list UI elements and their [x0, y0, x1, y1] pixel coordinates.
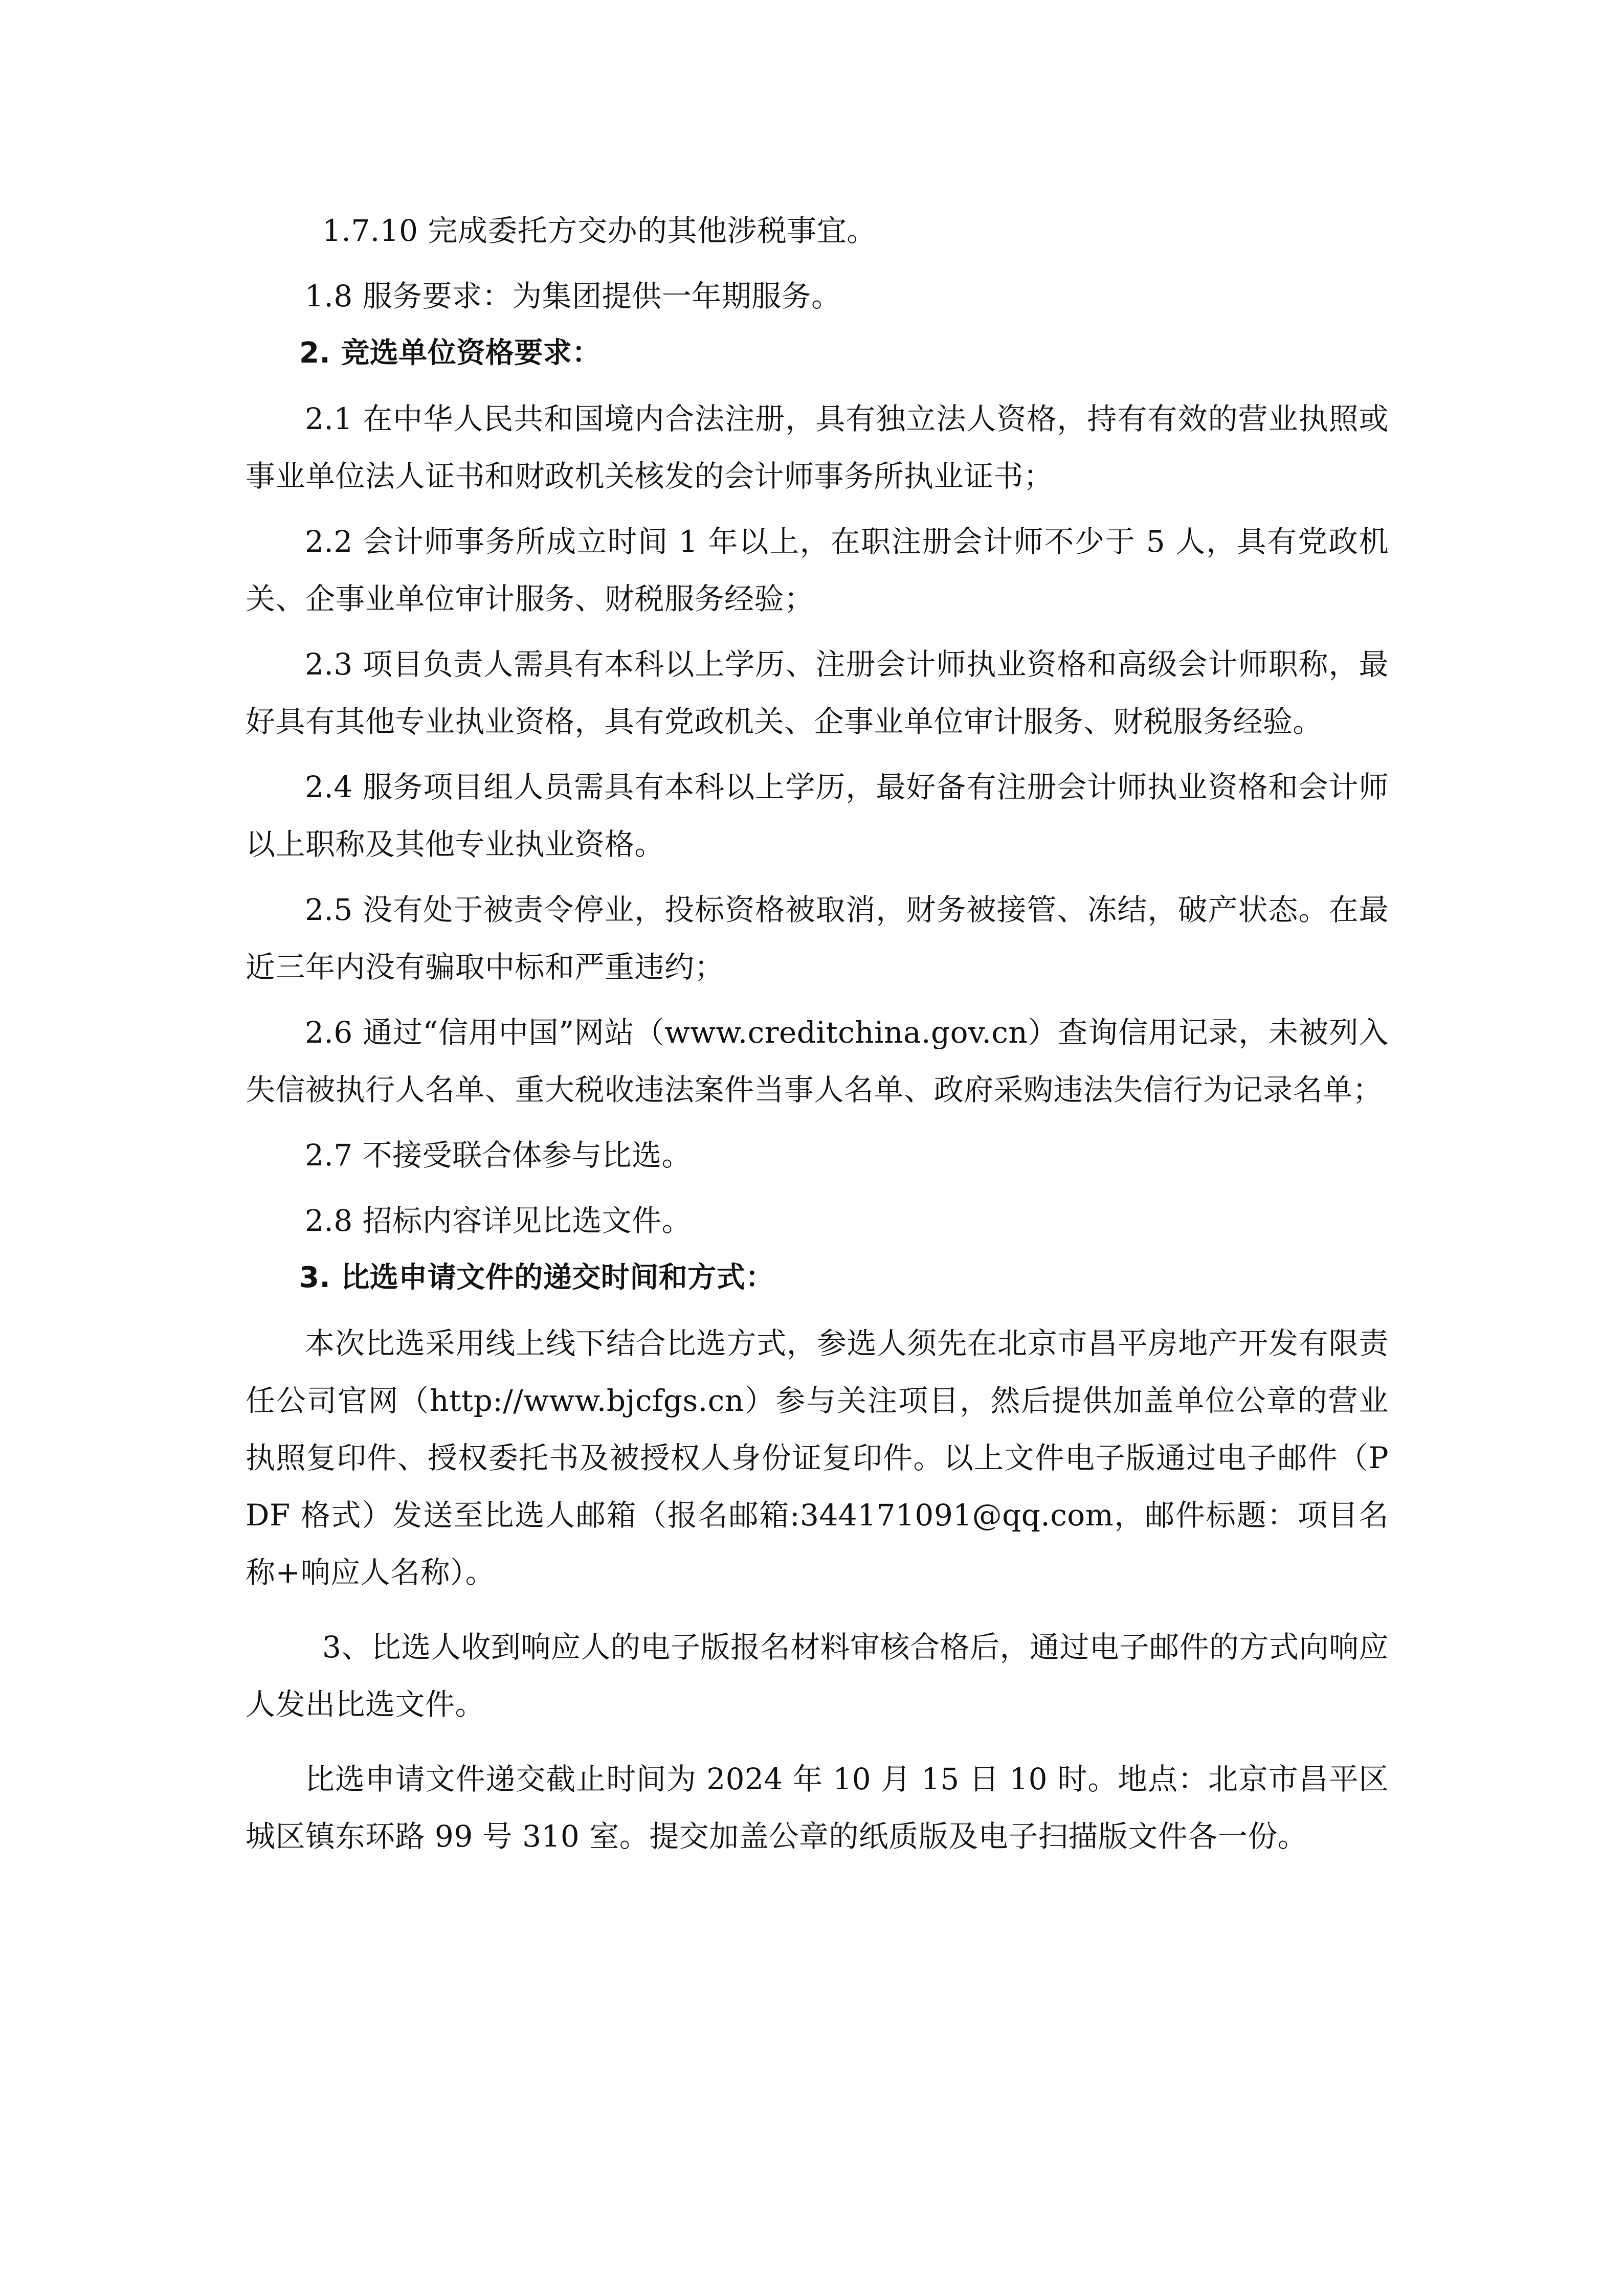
section-heading-3: 3. 比选申请文件的递交时间和方式：	[299, 1261, 774, 1294]
document-body	[246, 202, 1389, 1865]
paragraph-1-8: 1.8 服务要求：为集团提供一年期服务。	[305, 279, 841, 313]
paragraph-2-2: 2.2 会计师事务所成立时间 1 年以上，在职注册会计师不少于 5 人，具有党政机关、企事业单位审计服务、财税服务经验；	[246, 524, 1389, 616]
section-heading-2: 2. 竞选单位资格要求：	[299, 336, 601, 370]
paragraph-2-6: 2.6 通过“信用中国”网站（www.creditchina.gov.cn）查询信用记录，未被列入失信被执行人名单、重大税收违法案件当事人名单、政府采购违法失信行为记录名单；	[246, 1015, 1389, 1107]
paragraph-1-7-10: 1.7.10 完成委托方交办的其他涉税事宜。	[322, 213, 877, 248]
paragraph-2-3: 2.3 项目负责人需具有本科以上学历、注册会计师执业资格和高级会计师职称，最好具有其他专业执业资格，具有党政机关、企事业单位审计服务、财税服务经验。	[246, 647, 1389, 739]
paragraph-3-review: 3、比选人收到响应人的电子版报名材料审核合格后，通过电子邮件的方式向响应人发出比选文件。	[246, 1630, 1389, 1722]
paragraph-3-deadline-location: 比选申请文件递交截止时间为 2024 年 10 月 15 日 10 时。地点：北京市昌平区城区镇东环路 99 号 310 室。提交加盖公章的纸质版及电子扫描版文件各一份。	[246, 1762, 1389, 1854]
paragraph-2-1: 2.1 在中华人民共和国境内合法注册，具有独立法人资格，持有有效的营业执照或事业单位法人证书和财政机关核发的会计师事务所执业证书；	[246, 401, 1389, 493]
paragraph-3-submission-method: 本次比选采用线上线下结合比选方式，参选人须先在北京市昌平房地产开发有限责任公司官网（http://www.bjcfgs.cn）参与关注项目，然后提供加盖单位公章的营业执照复印件、授权委托书及被授权人身份证复印件。以上文件电子版通过电子邮件（PDF 格式）发送至比选人邮箱（报名邮箱:344171091@qq.com，邮件标题：项目名称+响应人名称）。	[246, 1326, 1389, 1590]
paragraph-2-8: 2.8 招标内容详见比选文件。	[305, 1203, 692, 1238]
paragraph-2-4: 2.4 服务项目组人员需具有本科以上学历，最好备有注册会计师执业资格和会计师以上职称及其他专业执业资格。	[246, 770, 1389, 862]
paragraph-2-5: 2.5 没有处于被责令停业，投标资格被取消，财务被接管、冻结，破产状态。在最近三年内没有骗取中标和严重违约；	[246, 892, 1389, 984]
paragraph-2-7: 2.7 不接受联合体参与比选。	[305, 1138, 692, 1173]
